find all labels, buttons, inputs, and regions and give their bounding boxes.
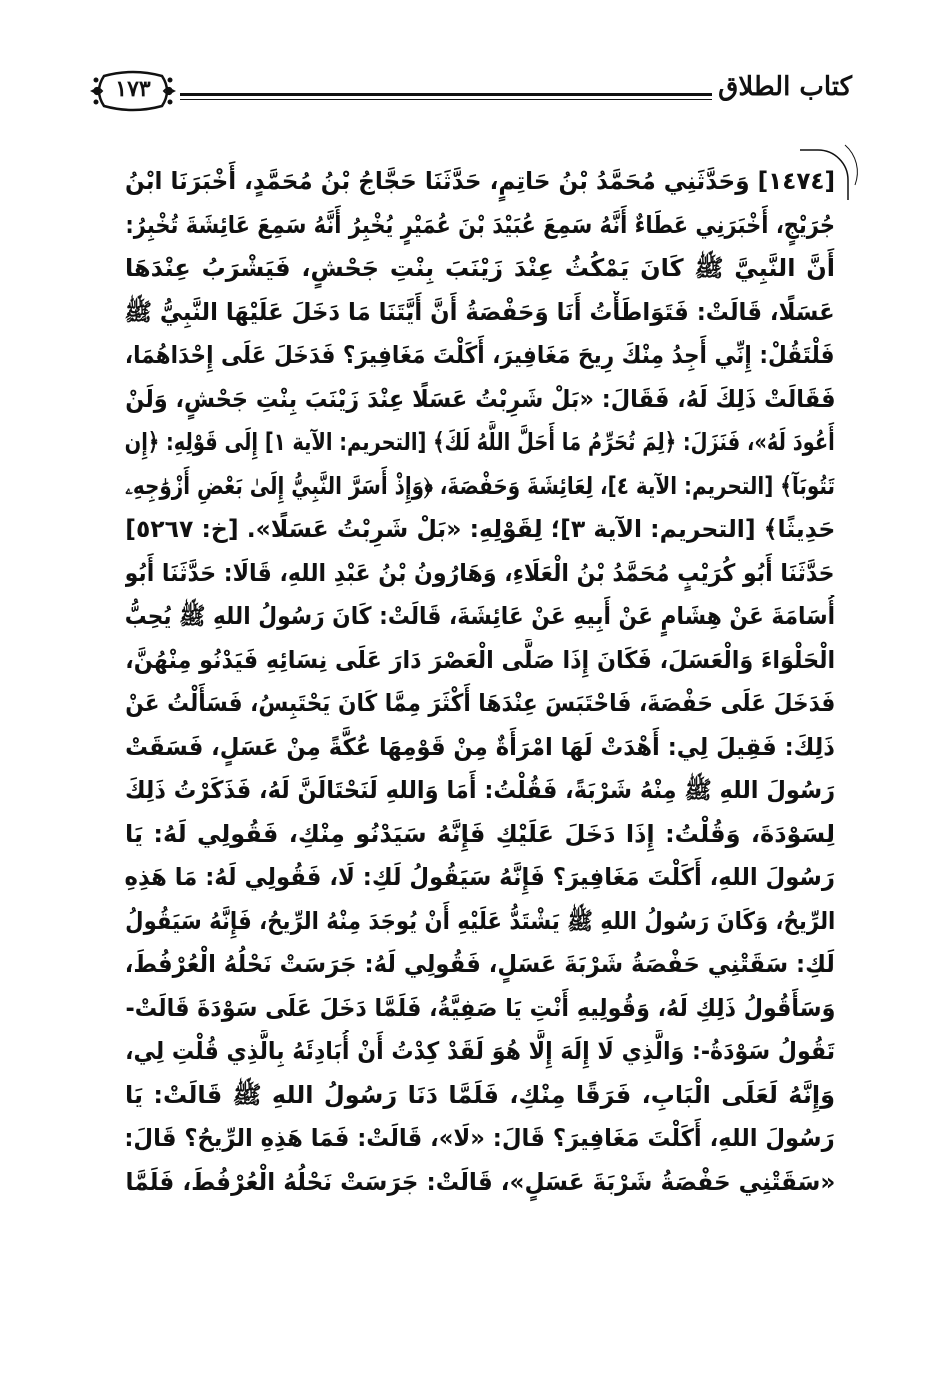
text-line: أَعُودَ لَهُ»، فَنَزَلَ: ﴿لِمَ تُحَرِّمُ مَا أَحَلَّ اللَّهُ لَكَ﴾ [التحريم: الآية ١] إِلَى قَوْلِهِ: ﴿إِن xyxy=(125,428,835,456)
text-line: حَدَّثَنَا أَبُو كُرَيْبٍ مُحَمَّدُ بْنُ الْعَلَاءِ، وَهَارُونُ بْنُ عَبْدِ اللهِ، قَالَا: حَدَّثَنَا أَبُو xyxy=(125,558,835,587)
text-line: [١٤٧٤] وَحَدَّثَنِي مُحَمَّدُ بْنُ حَاتِمٍ، حَدَّثَنَا حَجَّاجُ بْنُ مُحَمَّدٍ، أَخْبَرَنَا ابْنُ xyxy=(125,167,835,195)
text-line: حَدِيثًا﴾ [التحريم: الآية ٣]؛ لِقَوْلِهِ: «بَلْ شَرِبْتُ عَسَلًا». [خ: ٥٢٦٧] xyxy=(125,515,835,543)
header-rule-thin xyxy=(180,99,712,100)
text-line: تَقُولُ سَوْدَةُ-: وَالَّذِي لَا إِلَهَ إِلَّا هُوَ لَقَدْ كِدْتُ أَنْ أُبَادِئَهُ بِالَّذِي قُلْتِ لِي، xyxy=(125,1037,835,1065)
text-line: وَسَأَقُولُ ذَلِكِ لَهُ، وَقُولِيهِ أَنْتِ يَا صَفِيَّةُ، فَلَمَّا دَخَلَ عَلَى سَوْدَةَ قَالَتْ- xyxy=(125,993,835,1022)
chapter-title: كتاب الطلاق xyxy=(718,72,852,102)
text-line: تَتُوبَآ﴾ [التحريم: الآية ٤]، لِعَائِشَةَ وَحَفْصَةَ، ﴿وَإِذْ أَسَرَّ النَّبِيُّ إِلَىٰ بَعْضِ أَزْوَٰجِهِۦ xyxy=(125,471,835,500)
text-line: رَسُولَ اللهِ، أَكَلْتَ مَغَافِيرَ؟ فَإِنَّهُ سَيَقُولُ لَكِ: لَا، فَقُولِي لَهُ: مَا هَذِهِ xyxy=(125,863,835,891)
text-line: أَنَّ النَّبِيَّ ﷺ كَانَ يَمْكُثُ عِنْدَ زَيْنَبَ بِنْتِ جَحْشٍ، فَيَشْرَبُ عِنْدَهَا xyxy=(125,254,835,282)
text-line: فَلْتَقُلْ: إِنِّي أَجِدُ مِنْكَ رِيحَ مَغَافِيرَ، أَكَلْتَ مَغَافِيرَ؟ فَدَخَلَ عَلَى إِحْدَاهُمَا، xyxy=(125,341,835,369)
text-line: أُسَامَةَ عَنْ هِشَامٍ عَنْ أَبِيهِ عَنْ عَائِشَةَ، قَالَتْ: كَانَ رَسُولُ اللهِ ﷺ يُحِبُّ xyxy=(125,602,835,630)
text-line: رَسُولَ اللهِ ﷺ مِنْهُ شَرْبَةً، فَقُلْتُ: أَمَا وَاللهِ لَنَحْتَالَنَّ لَهُ، فَذَكَرْتُ ذَلِكَ xyxy=(125,776,835,804)
text-line: ذَلِكَ: فَقِيلَ لِي: أَهْدَتْ لَهَا امْرَأَةٌ مِنْ قَوْمِهَا عُكَّةً مِنْ عَسَلٍ، فَسَقَتْ xyxy=(125,732,835,761)
page-header xyxy=(82,70,852,114)
text-line: «سَقَتْنِي حَفْصَةُ شَرْبَةَ عَسَلٍ»، قَالَتْ: جَرَسَتْ نَحْلُهُ الْعُرْفُطَ، فَلَمَّا xyxy=(125,1167,835,1196)
header-rule xyxy=(180,93,712,96)
text-line: لِسَوْدَةَ، وَقُلْتُ: إِذَا دَخَلَ عَلَيْكِ فَإِنَّهُ سَيَدْنُو مِنْكِ، فَقُولِي لَهُ: يَا xyxy=(125,819,835,848)
text-line: فَدَخَلَ عَلَى حَفْصَةَ، فَاحْتَبَسَ عِنْدَهَا أَكْثَرَ مِمَّا كَانَ يَحْتَبِسُ، فَسَأَلْتُ عَنْ xyxy=(125,689,835,717)
page-number-ornament xyxy=(88,70,178,112)
text-line: جُرَيْجٍ، أَخْبَرَنِي عَطَاءٌ أَنَّهُ سَمِعَ عُبَيْدَ بْنَ عُمَيْرٍ يُخْبِرُ أَنَّهُ سَمِعَ عَائِشَةَ تُخْبِرُ: xyxy=(125,210,835,239)
page-number: ١٧٣ xyxy=(115,76,151,102)
text-line: الْحَلْوَاءَ وَالْعَسَلَ، فَكَانَ إِذَا صَلَّى الْعَصْرَ دَارَ عَلَى نِسَائِهِ فَيَدْنُو مِنْهُنَّ، xyxy=(125,645,835,674)
hadith-text-body xyxy=(125,160,835,1204)
text-line: الرِّيحُ، وَكَانَ رَسُولُ اللهِ ﷺ يَشْتَدُّ عَلَيْهِ أَنْ يُوجَدَ مِنْهُ الرِّيحُ، فَإِنَّهُ سَيَقُولُ xyxy=(125,906,835,935)
text-line: فَقَالَتْ ذَلِكَ لَهُ، فَقَالَ: «بَلْ شَرِبْتُ عَسَلًا عِنْدَ زَيْنَبَ بِنْتِ جَحْشٍ، وَلَنْ xyxy=(125,384,835,413)
text-line: رَسُولَ اللهِ، أَكَلْتَ مَغَافِيرَ؟ قَالَ: «لَا»، قَالَتْ: فَمَا هَذِهِ الرِّيحُ؟ قَالَ: xyxy=(125,1124,835,1152)
text-line: وَإِنَّهُ لَعَلَى الْبَابِ، فَرَقًا مِنْكِ، فَلَمَّا دَنَا رَسُولُ اللهِ ﷺ قَالَتْ: يَا xyxy=(125,1080,835,1109)
text-line: عَسَلًا، قَالَتْ: فَتَوَاطَأْتُ أَنَا وَحَفْصَةُ أَنَّ أَيَّتَنَا مَا دَخَلَ عَلَيْهَا النَّبِيُّ ﷺ xyxy=(125,297,835,326)
text-line: لَكِ: سَقَتْنِي حَفْصَةُ شَرْبَةَ عَسَلٍ، فَقُولِي لَهُ: جَرَسَتْ نَحْلُهُ الْعُرْفُطَ، xyxy=(125,950,835,978)
